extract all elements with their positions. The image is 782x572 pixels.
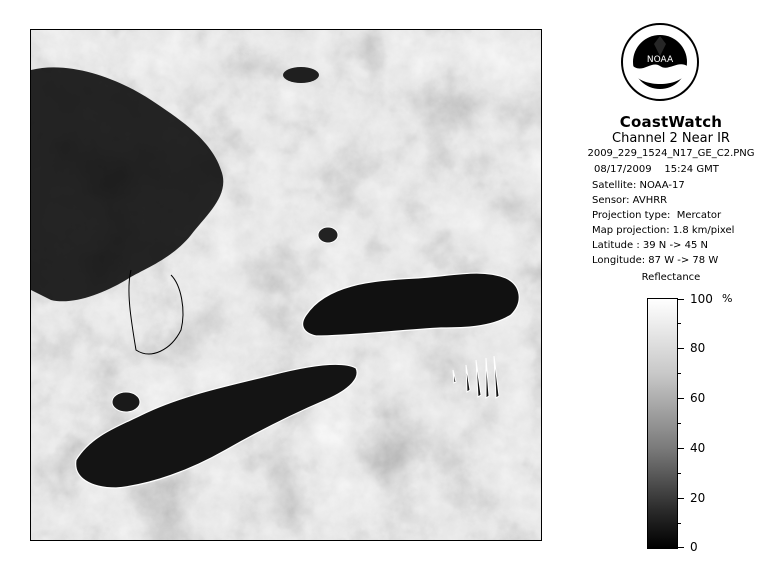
acquisition-datetime: 08/17/2009 15:24 GMT: [594, 164, 719, 175]
reflectance-colorbar: [647, 298, 678, 549]
scale-label: 80: [690, 341, 706, 355]
scale-tick: [678, 299, 684, 300]
scale-label: 20: [690, 491, 706, 505]
projection-type-label: Projection type: Mercator: [592, 210, 722, 221]
longitude-label: Longitude: 87 W -> 78 W: [592, 255, 719, 266]
noaa-logo-icon: [620, 22, 700, 102]
channel-label: Channel 2 Near IR: [612, 131, 730, 146]
scale-tick: [678, 423, 681, 424]
scale-tick: [678, 323, 681, 324]
scale-label: 60: [690, 391, 706, 405]
scale-tick: [678, 473, 681, 474]
inland-lake: [318, 227, 338, 243]
latitude-label: Latitude : 39 N -> 45 N: [592, 240, 708, 251]
lake-st-clair: [112, 392, 140, 412]
scale-tick: [678, 348, 684, 349]
logo-text: NOAA: [646, 55, 674, 65]
satellite-map: [30, 29, 542, 541]
scale-label: 40: [690, 441, 706, 455]
scale-tick: [678, 448, 684, 449]
satellite-image: [31, 30, 541, 540]
scale-tick: [678, 498, 684, 499]
image-filename: 2009_229_1524_N17_GE_C2.PNG: [587, 148, 755, 159]
sensor-label: Sensor: AVHRR: [592, 195, 668, 206]
scale-tick: [678, 547, 684, 548]
scale-title: Reflectance: [641, 272, 701, 283]
inland-lake: [283, 67, 319, 83]
scale-label: 100: [690, 292, 713, 306]
scale-tick: [678, 373, 681, 374]
scale-unit: %: [722, 292, 733, 305]
scale-tick: [678, 523, 681, 524]
scale-label: 0: [690, 540, 698, 554]
map-projection-label: Map projection: 1.8 km/pixel: [592, 225, 735, 236]
scale-tick: [678, 398, 684, 399]
brand-title: CoastWatch: [619, 113, 723, 131]
satellite-label: Satellite: NOAA-17: [592, 180, 685, 191]
